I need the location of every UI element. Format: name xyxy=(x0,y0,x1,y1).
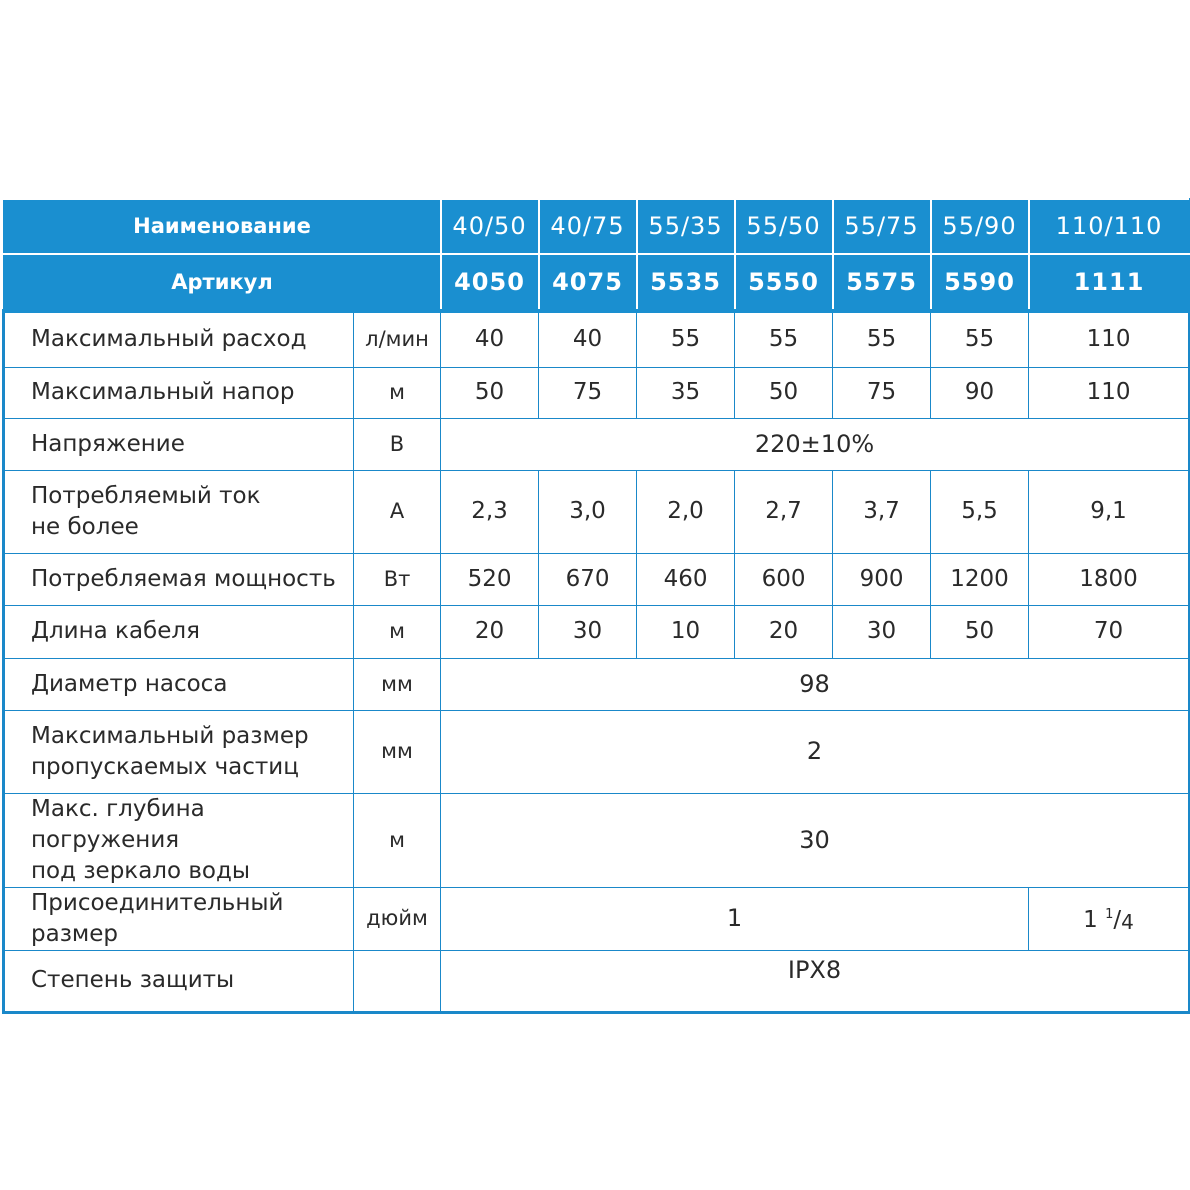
value-cell: 2,3 xyxy=(441,470,539,553)
value-cell-merged: 220±10% xyxy=(441,418,1190,470)
table-row-current xyxy=(4,470,1190,553)
param-label-line: пропускаемых частиц xyxy=(31,753,299,780)
value-cell: 900 xyxy=(833,553,931,605)
value-cell: 50 xyxy=(441,367,539,418)
model-cell: 40/50 xyxy=(441,199,539,254)
param-label xyxy=(4,470,354,553)
unit-cell: А xyxy=(354,470,441,553)
value-cell: 10 xyxy=(637,605,735,658)
param-label xyxy=(4,793,354,887)
name-header: Наименование xyxy=(4,199,441,254)
value-cell: 30 xyxy=(833,605,931,658)
param-label: Потребляемая мощность xyxy=(4,553,354,605)
model-cell: 110/110 xyxy=(1029,199,1190,254)
value-cell: 90 xyxy=(931,367,1029,418)
table-row-diameter xyxy=(4,658,1190,710)
param-label xyxy=(4,710,354,793)
table-row-connection xyxy=(4,887,1190,950)
param-label: Напряжение xyxy=(4,418,354,470)
param-label: Присоединительный размер xyxy=(4,887,354,950)
specification-table xyxy=(2,198,1190,1014)
value-cell: 75 xyxy=(833,367,931,418)
param-label-line: Максимальный размер xyxy=(31,722,309,749)
value-cell: 20 xyxy=(735,605,833,658)
param-label: Степень защиты xyxy=(4,950,354,1012)
article-header: Артикул xyxy=(4,254,441,311)
unit-cell: В xyxy=(354,418,441,470)
table-row-particles xyxy=(4,710,1190,793)
value-cell: 600 xyxy=(735,553,833,605)
model-cell: 40/75 xyxy=(539,199,637,254)
model-cell: 55/50 xyxy=(735,199,833,254)
value-cell: 40 xyxy=(441,311,539,367)
value-cell: 55 xyxy=(931,311,1029,367)
value-cell: 50 xyxy=(735,367,833,418)
unit-cell: л/мин xyxy=(354,311,441,367)
article-cell: 5575 xyxy=(833,254,931,311)
model-cell: 55/35 xyxy=(637,199,735,254)
unit-cell: дюйм xyxy=(354,887,441,950)
unit-cell: мм xyxy=(354,658,441,710)
article-cell: 1111 xyxy=(1029,254,1190,311)
value-cell: 35 xyxy=(637,367,735,418)
value-cell: 5,5 xyxy=(931,470,1029,553)
value-cell: 55 xyxy=(637,311,735,367)
table-row-depth xyxy=(4,793,1190,887)
article-header-row xyxy=(4,254,1190,311)
value-cell: 3,7 xyxy=(833,470,931,553)
value-cell: 9,1 xyxy=(1029,470,1190,553)
value-cell: 75 xyxy=(539,367,637,418)
article-cell: 4050 xyxy=(441,254,539,311)
value-cell: 460 xyxy=(637,553,735,605)
value-cell-merged: 98 xyxy=(441,658,1190,710)
param-label-line: Макс. глубина погружения xyxy=(31,795,205,853)
unit-cell: м xyxy=(354,793,441,887)
value-cell: 2,0 xyxy=(637,470,735,553)
model-cell: 55/90 xyxy=(931,199,1029,254)
value-cell: 55 xyxy=(735,311,833,367)
value-cell: 3,0 xyxy=(539,470,637,553)
unit-cell: Вт xyxy=(354,553,441,605)
unit-cell: м xyxy=(354,367,441,418)
value-cell-merged: IPX8 xyxy=(441,950,1190,1012)
param-label-line: Потребляемый ток xyxy=(31,482,261,509)
table-row-cable xyxy=(4,605,1190,658)
value-cell-merged: 2 xyxy=(441,710,1190,793)
article-cell: 5590 xyxy=(931,254,1029,311)
param-label: Длина кабеля xyxy=(4,605,354,658)
value-cell-fraction xyxy=(1029,887,1190,950)
article-cell: 5535 xyxy=(637,254,735,311)
fraction-denominator: 4 xyxy=(1121,910,1134,934)
value-cell: 1800 xyxy=(1029,553,1190,605)
article-cell: 5550 xyxy=(735,254,833,311)
model-header-row xyxy=(4,199,1190,254)
value-cell: 50 xyxy=(931,605,1029,658)
unit-cell: м xyxy=(354,605,441,658)
param-label: Максимальный расход xyxy=(4,311,354,367)
value-cell-merged: 1 xyxy=(441,887,1029,950)
value-cell: 670 xyxy=(539,553,637,605)
param-label-line: под зеркало воды xyxy=(31,857,251,884)
table-row-flow xyxy=(4,311,1190,367)
value-cell: 520 xyxy=(441,553,539,605)
param-label-line: не более xyxy=(31,513,139,540)
article-cell: 4075 xyxy=(539,254,637,311)
table-row-voltage xyxy=(4,418,1190,470)
fraction-numerator: 1 xyxy=(1105,907,1114,922)
model-cell: 55/75 xyxy=(833,199,931,254)
value-cell: 70 xyxy=(1029,605,1190,658)
value-cell-merged: 30 xyxy=(441,793,1190,887)
value-cell: 30 xyxy=(539,605,637,658)
value-cell: 20 xyxy=(441,605,539,658)
value-cell: 55 xyxy=(833,311,931,367)
fraction-value: 1 $^1$/4 xyxy=(1083,907,1134,934)
unit-cell: мм xyxy=(354,710,441,793)
value-cell: 40 xyxy=(539,311,637,367)
fraction-whole: 1 xyxy=(1083,907,1098,933)
value-cell: 1200 xyxy=(931,553,1029,605)
value-cell: 2,7 xyxy=(735,470,833,553)
param-label: Максимальный напор xyxy=(4,367,354,418)
unit-cell xyxy=(354,950,441,1012)
table-row-protection xyxy=(4,950,1190,1012)
table-row-power xyxy=(4,553,1190,605)
table-row-head xyxy=(4,367,1190,418)
value-cell: 110 xyxy=(1029,311,1190,367)
value-cell: 110 xyxy=(1029,367,1190,418)
param-label: Диаметр насоса xyxy=(4,658,354,710)
